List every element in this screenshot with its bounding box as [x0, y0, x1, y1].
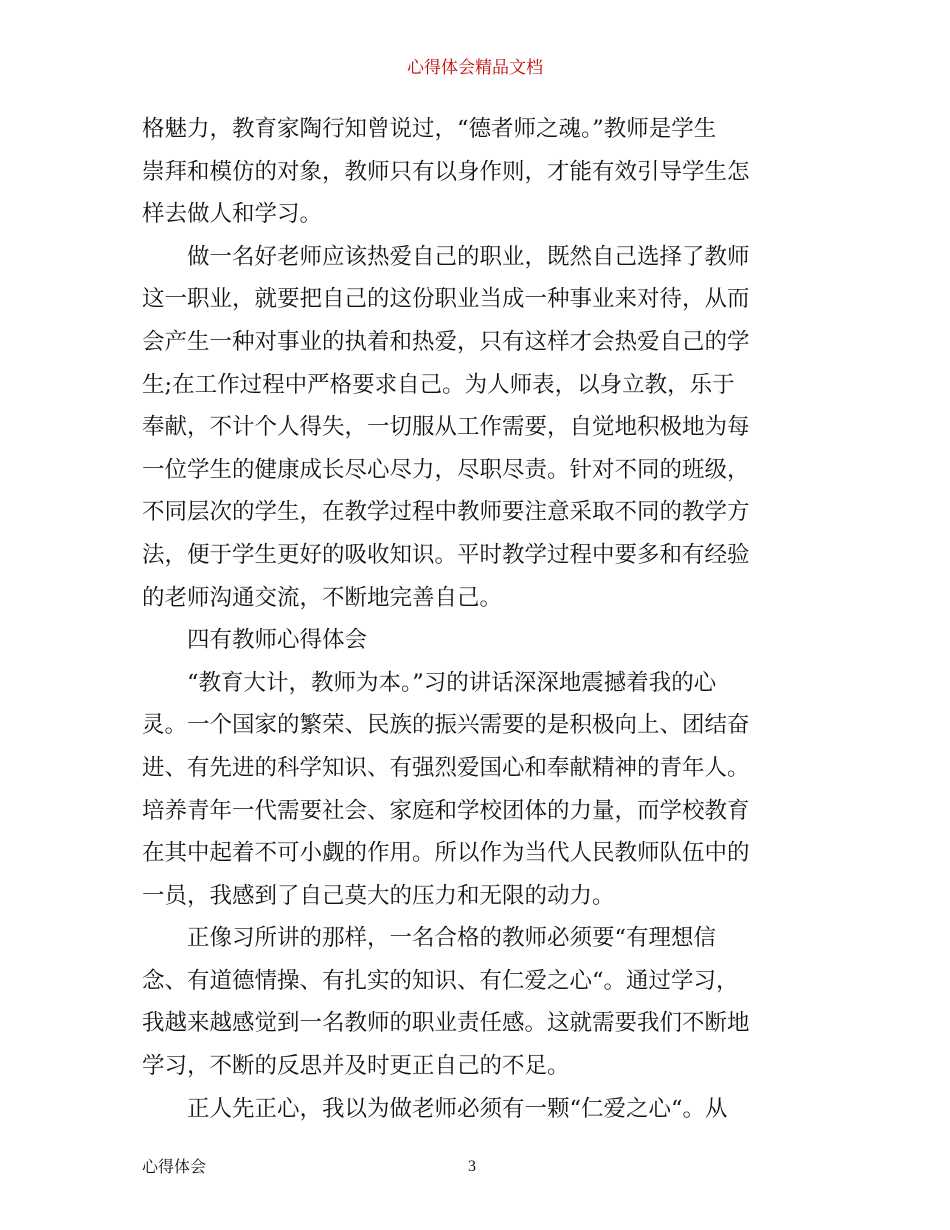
text-line: 进、有先进的科学知识、有强烈爱国心和奉献精神的青年人。	[142, 754, 750, 781]
text-line: 格魅力，教育家陶行知曾说过，“德者师之魂。”教师是学生	[142, 116, 717, 142]
document-body	[142, 108, 814, 1130]
text-line: 做一名好老师应该热爱自己的职业，既然自己选择了教师	[142, 243, 750, 270]
text-line: 一位学生的健康成长尽心尽力，尽职尽责。针对不同的班级，	[142, 456, 750, 483]
text-line: 样去做人和学习。	[142, 201, 323, 228]
document-header: 心得体会精品文档	[407, 58, 543, 78]
text-line: 我越来越感觉到一名教师的职业责任感。这就需要我们不断地	[142, 1010, 750, 1037]
text-line: 在其中起着不可小觑的作用。所以作为当代人民教师队伍中的	[142, 840, 750, 867]
footer-label: 心得体会	[142, 1157, 207, 1176]
text-line: 念、有道德情操、有扎实的知识、有仁爱之心“。通过学习，	[142, 967, 739, 994]
text-line: 崇拜和模仿的对象，教师只有以身作则，才能有效引导学生怎	[142, 158, 750, 185]
text-line: “教育大计，教师为本。”习的讲话深深地震撼着我的心	[142, 669, 717, 696]
text-line: 四有教师心得体会	[142, 627, 368, 654]
text-line: 正人先正心，我以为做老师必须有一颗“仁爱之心“。从	[142, 1095, 728, 1122]
text-line: 奉献，不计个人得失，一切服从工作需要，自觉地积极地为每	[142, 414, 750, 441]
text-line: 会产生一种对事业的执着和热爱，只有这样才会热爱自己的学	[142, 328, 750, 355]
text-line: 生;在工作过程中严格要求自己。为人师表，以身立教，乐于	[142, 371, 735, 398]
text-line: 法，便于学生更好的吸收知识。平时教学过程中要多和有经验	[142, 541, 750, 568]
text-line: 培养青年一代需要社会、家庭和学校团体的力量，而学校教育	[142, 797, 750, 824]
text-line: 灵。一个国家的繁荣、民族的振兴需要的是积极向上、团结奋	[142, 712, 750, 739]
page-number: 3	[468, 1158, 476, 1175]
text-line: 正像习所讲的那样，一名合格的教师必须要“有理想信	[142, 925, 717, 952]
text-line: 的老师沟通交流，不断地完善自己。	[142, 584, 503, 611]
text-line: 一员，我感到了自己莫大的压力和无限的动力。	[142, 882, 615, 909]
text-line: 这一职业，就要把自己的这份职业当成一种事业来对待，从而	[142, 286, 750, 313]
text-line: 学习，不断的反思并及时更正自己的不足。	[142, 1053, 570, 1080]
text-line: 不同层次的学生，在教学过程中教师要注意采取不同的教学方	[142, 499, 750, 526]
